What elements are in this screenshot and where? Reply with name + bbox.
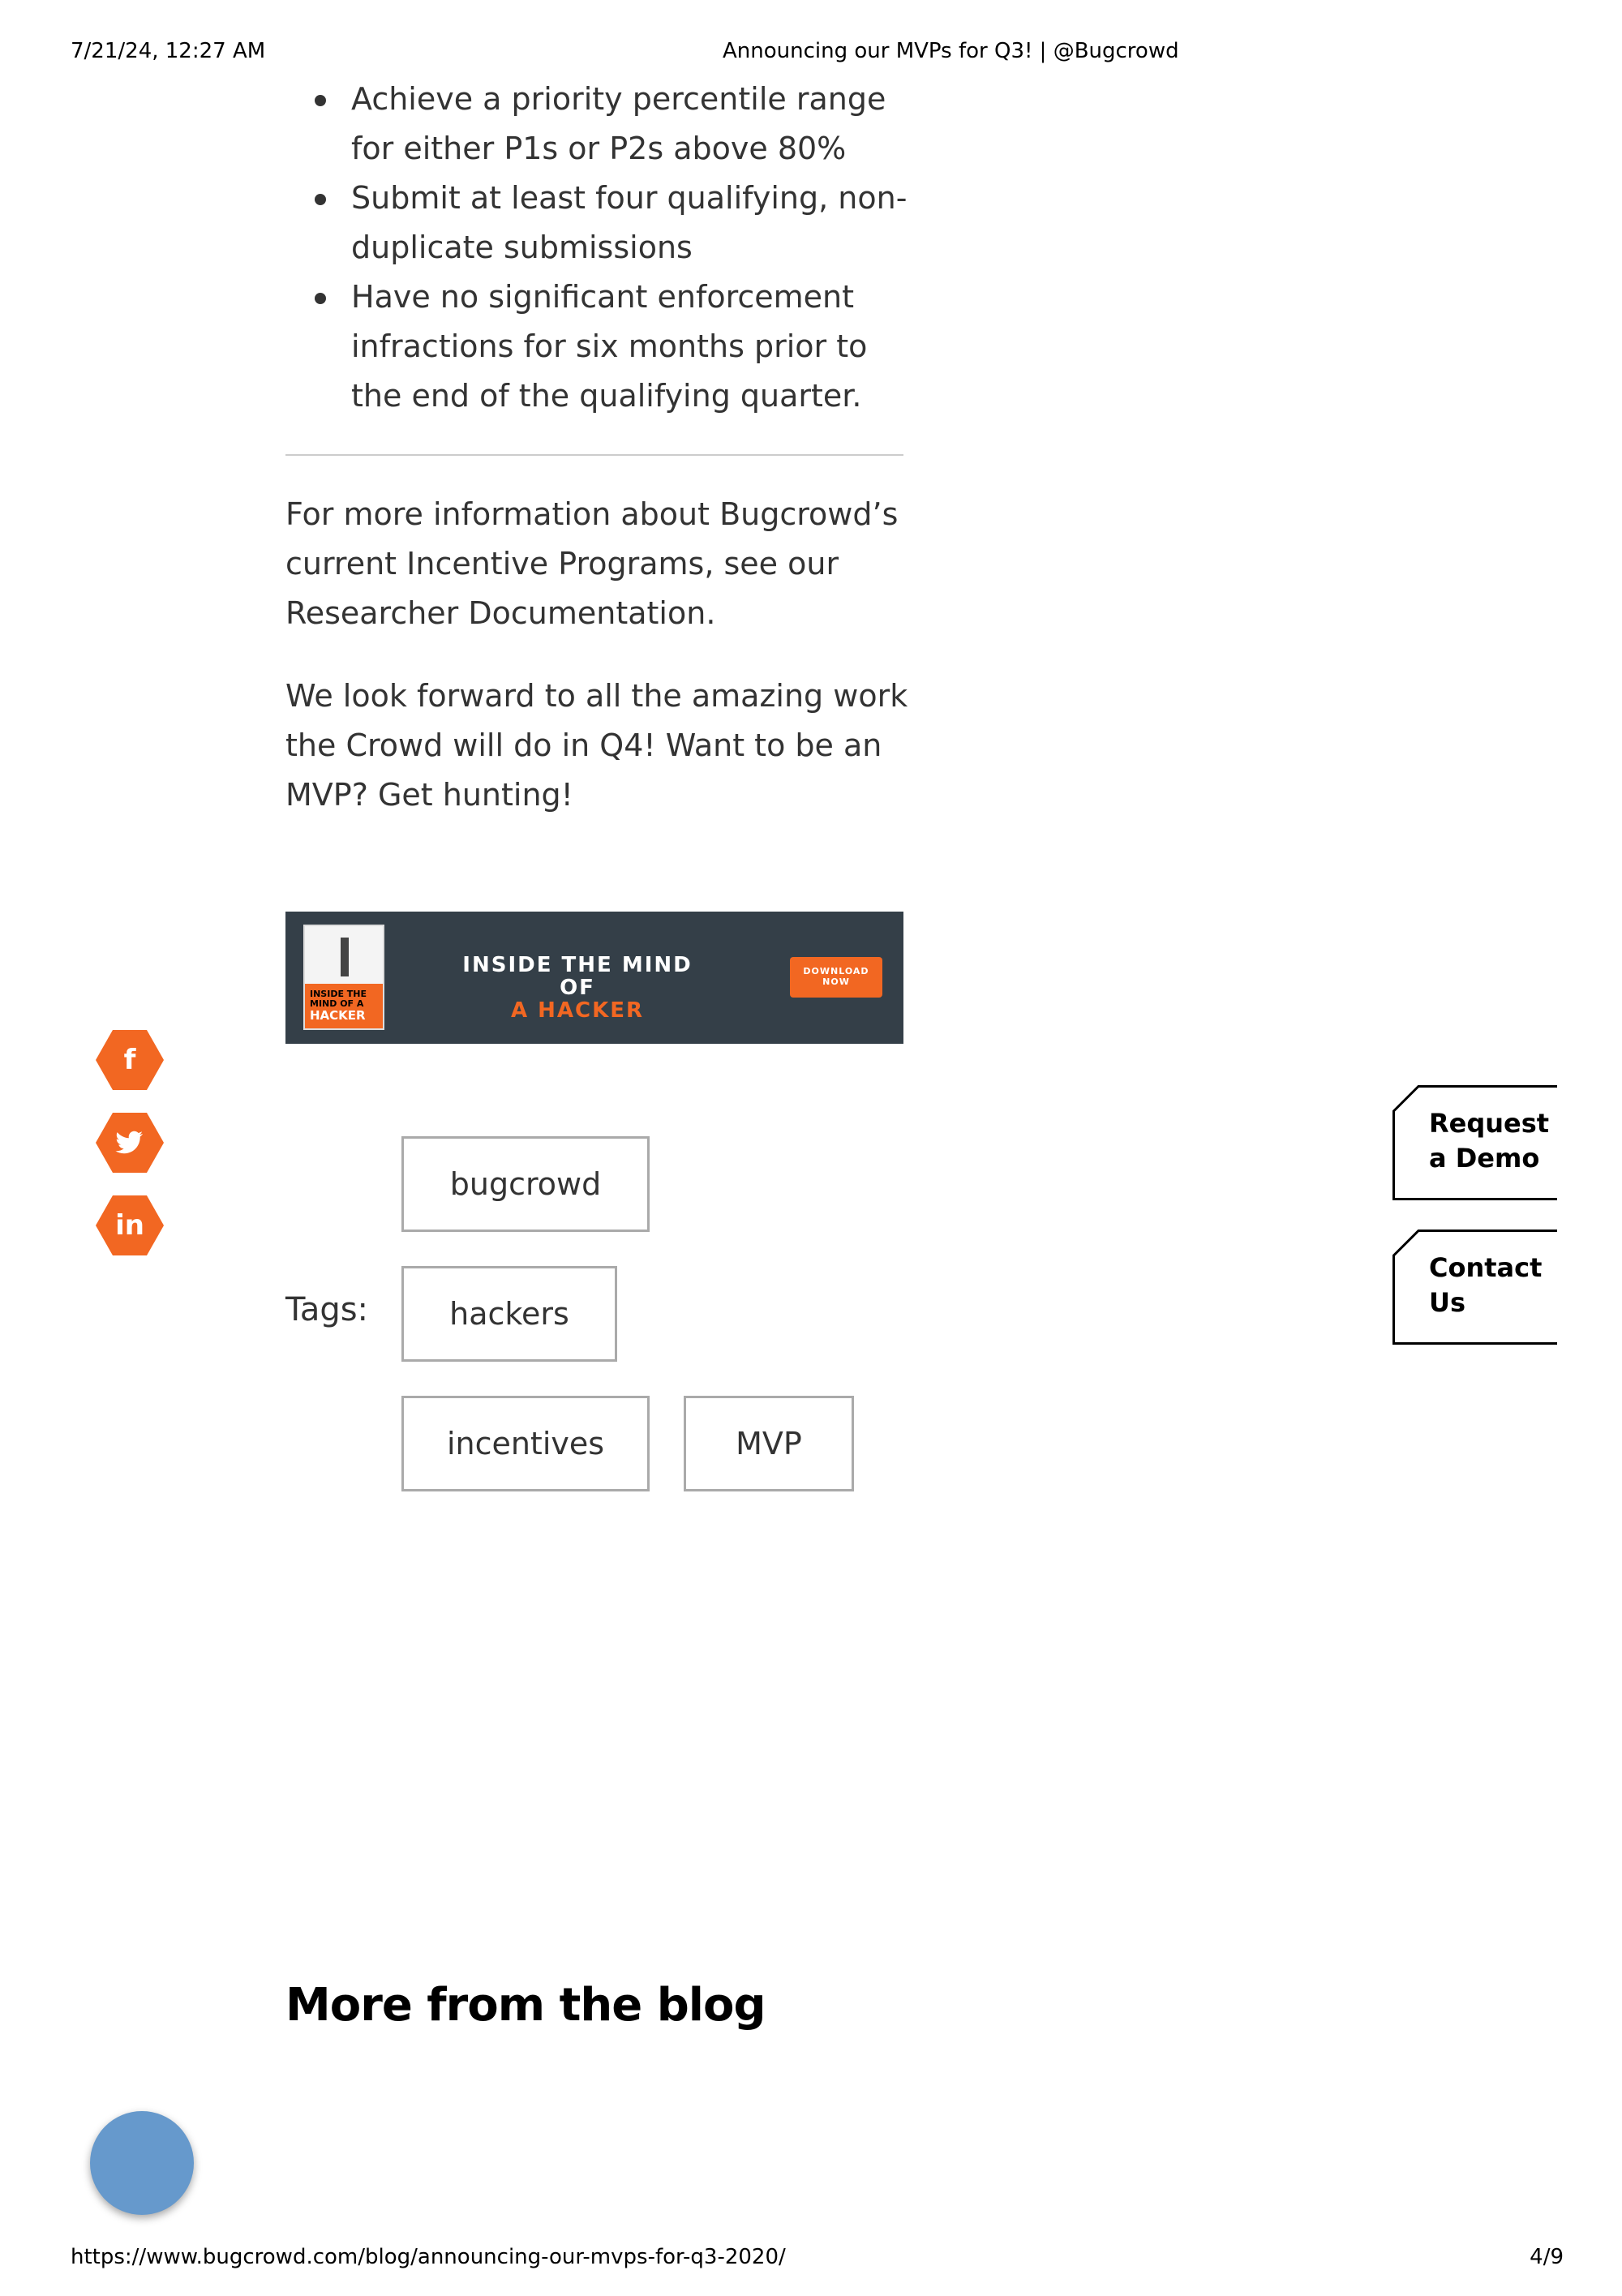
print-page-title: Announcing our MVPs for Q3! | @Bugcrowd	[723, 39, 1179, 63]
list-item: Have no significant enforcement infractions for six months prior to the end of the qualifying quarter.	[285, 273, 918, 421]
print-page-indicator: 4/9	[1530, 2245, 1564, 2269]
share-facebook-button[interactable]	[96, 1030, 164, 1090]
criteria-list	[285, 75, 918, 421]
banner-title-line1: INSIDE THE MIND OF	[462, 953, 693, 1000]
request-demo-tab[interactable]	[1392, 1085, 1557, 1200]
facebook-icon: f	[123, 1044, 136, 1076]
request-demo-label-line2: a Demo	[1429, 1143, 1540, 1174]
contact-us-tab[interactable]	[1392, 1230, 1557, 1345]
share-twitter-button[interactable]	[96, 1113, 164, 1173]
tags-label: Tags:	[285, 1291, 369, 1328]
chat-launcher-button[interactable]	[90, 2111, 194, 2215]
more-from-blog-heading: More from the blog	[285, 1979, 766, 2032]
list-item: Submit at least four qualifying, non-duplicate submissions	[285, 174, 918, 273]
download-label-line1: DOWNLOAD	[803, 966, 869, 976]
print-url: https://www.bugcrowd.com/blog/announcing-our-mvps-for-q3-2020/	[71, 2245, 786, 2269]
print-datetime: 7/21/24, 12:27 AM	[71, 39, 266, 63]
download-label-line2: NOW	[822, 976, 850, 987]
closing-paragraph: We look forward to all the amazing work the Crowd will do in Q4! Want to be an MVP? Get hunting!	[285, 678, 908, 813]
hacker-report-banner[interactable]	[285, 912, 903, 1044]
tag-bugcrowd[interactable]: bugcrowd	[401, 1136, 650, 1232]
contact-label-line2: Us	[1429, 1287, 1466, 1318]
print-header	[0, 39, 1622, 67]
contact-label-line1: Contact	[1429, 1252, 1543, 1283]
tag-hackers[interactable]: hackers	[401, 1266, 617, 1362]
download-now-button[interactable]	[790, 957, 882, 998]
list-item: Achieve a priority percentile range for either P1s or P2s above 80%	[285, 75, 918, 174]
share-linkedin-button[interactable]	[96, 1195, 164, 1255]
cover-text: MIND OF A	[310, 998, 364, 1009]
banner-title	[448, 954, 707, 1022]
report-cover-image	[303, 925, 384, 1030]
tag-mvp[interactable]: MVP	[684, 1396, 854, 1491]
print-footer	[0, 2245, 1622, 2272]
divider	[285, 454, 903, 456]
incentive-info-paragraph: For more information about Bugcrowd’s current Incentive Programs, see our Researcher Documentation.	[285, 496, 899, 631]
banner-title-line2: A HACKER	[510, 998, 645, 1023]
linkedin-icon: in	[115, 1209, 144, 1242]
request-demo-label-line1: Request	[1429, 1108, 1550, 1139]
cover-text: HACKER	[310, 1008, 366, 1023]
tag-incentives[interactable]: incentives	[401, 1396, 650, 1491]
cover-text: INSIDE THE	[310, 989, 367, 999]
